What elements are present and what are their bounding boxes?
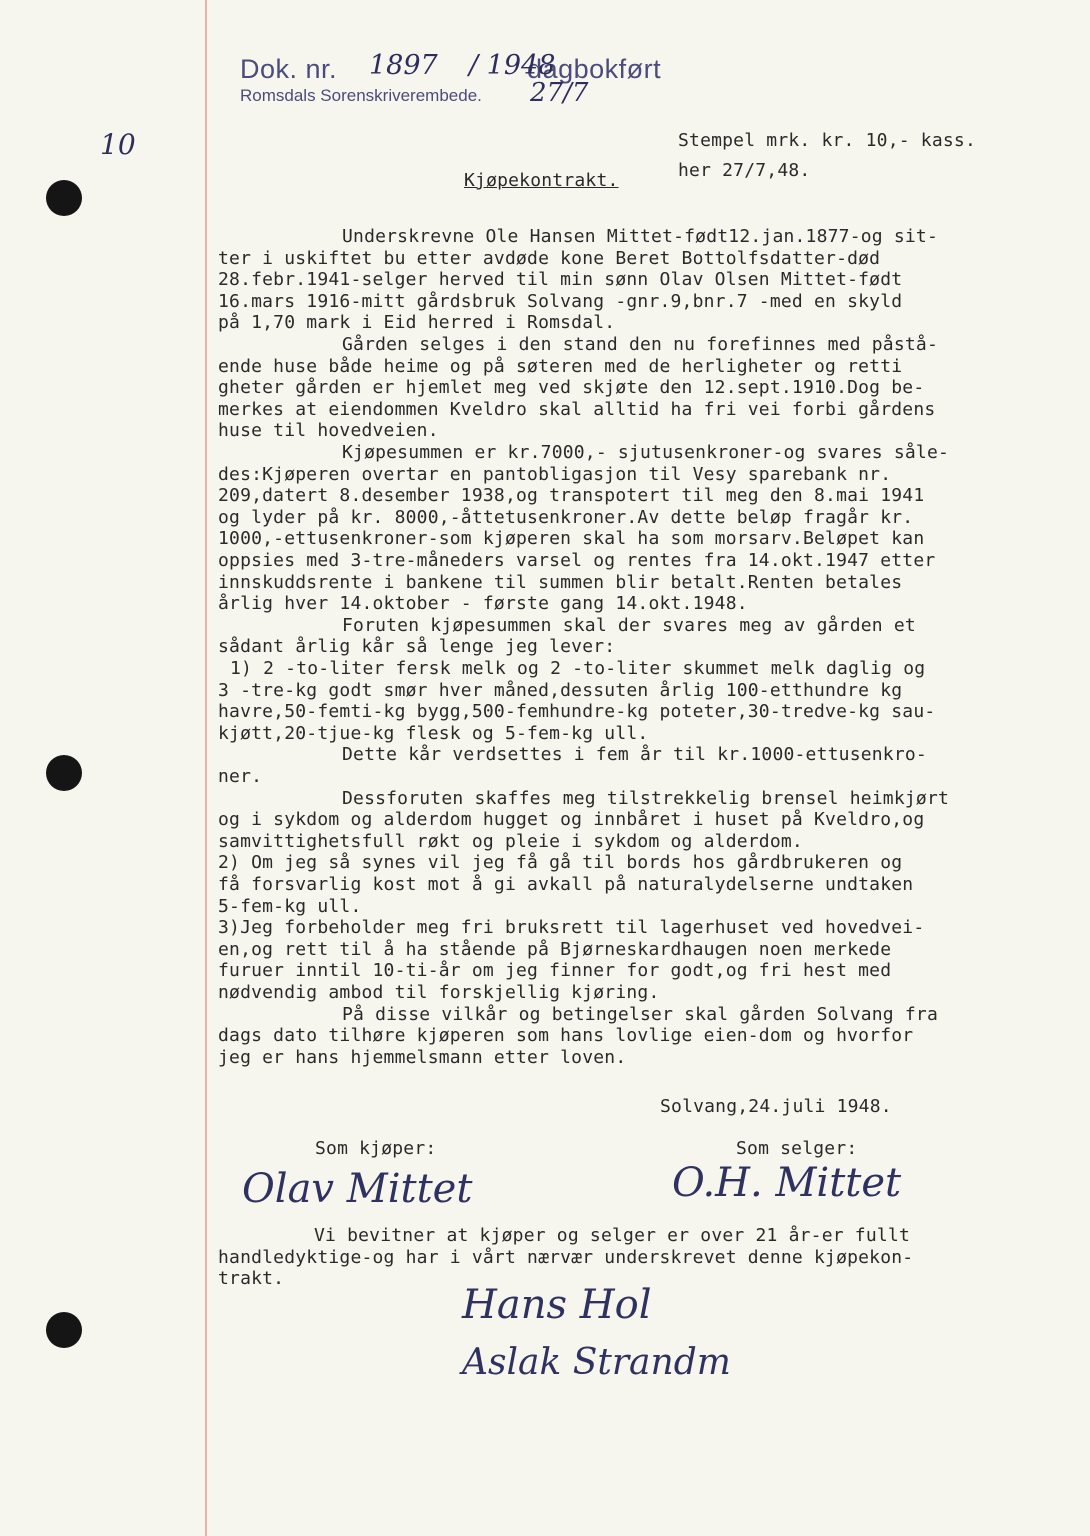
doc-number: 1897 — [369, 50, 438, 81]
body-line: 1) 2 -to-liter fersk melk og 2 -to-liter skummet melk daglig og — [230, 658, 926, 679]
body-line: på 1,70 mark i Eid herred i Romsdal. — [218, 312, 616, 334]
witness-line: trakt. — [218, 1268, 285, 1290]
body-line: årlig hver 14.oktober - første gang 14.okt.1948. — [218, 593, 748, 615]
punch-hole — [46, 180, 82, 216]
body-line: innskuddsrente i bankene til summen blir betalt.Renten betales — [218, 571, 903, 593]
seller-signature: O.H. Mittet — [672, 1160, 902, 1206]
punch-hole — [46, 1312, 82, 1348]
seller-label: Som selger: — [736, 1138, 858, 1159]
registration-stamp — [240, 54, 661, 85]
body-line: 28.febr.1941-selger herved til min sønn Olav Olsen Mittet-født — [218, 269, 903, 291]
body-line: Underskrevne Ole Hansen Mittet-født12.jan.1877-og sit- — [342, 226, 938, 247]
body-line: dags dato tilhøre kjøperen som hans lovlige eien-dom og hvorfor — [218, 1025, 914, 1047]
body-line: merkes at eiendommen Kveldro skal alltid ha fri vei forbi gårdens — [218, 398, 936, 420]
punch-hole — [46, 755, 82, 791]
margin-rule — [205, 0, 207, 1536]
place-date: Solvang,24.juli 1948. — [660, 1096, 892, 1117]
stamp-duty-line2: her 27/7,48. — [678, 160, 811, 181]
body-line: 5-fem-kg ull. — [218, 895, 362, 917]
body-line: 3 -tre-kg godt smør hver måned,dessuten årlig 100-etthundre kg — [218, 679, 903, 701]
witness-signature-2: Aslak Strandm — [462, 1342, 731, 1383]
buyer-label: Som kjøper: — [315, 1138, 437, 1159]
body-line: oppsies med 3-tre-måneders varsel og rentes fra 14.okt.1947 etter — [218, 550, 936, 571]
witness-line: handledyktige-og har i vårt nærvær underskrevet denne kjøpekon- — [218, 1246, 914, 1268]
body-line: få forsvarlig kost mot å gi avkall på naturalydelserne undtaken — [218, 874, 914, 895]
body-line: sådant årlig kår så lenge jeg lever: — [218, 636, 616, 658]
body-line: og lyder på kr. 8000,-åttetusenkroner.Av dette beløp fragår kr. — [218, 506, 914, 528]
stamp-prefix: Dok. nr. — [240, 54, 338, 84]
body-line: og i sykdom og alderdom hugget og innbåret i huset på Kveldro,og — [218, 809, 925, 831]
body-line: Dette kår verdsettes i fem år til kr.1000-ettusenkro- — [342, 744, 927, 766]
body-line: 16.mars 1916-mitt gårdsbruk Solvang -gnr.9,bnr.7 -med en skyld — [218, 290, 903, 312]
body-line: På disse vilkår og betingelser skal gården Solvang fra — [342, 1003, 938, 1025]
stamp-suffix: dagbokført — [527, 54, 662, 84]
body-line: Dessforuten skaffes meg tilstrekkelig brensel heimkjørt — [342, 787, 950, 809]
body-line: gheter gården er hjemlet meg ved skjøte den 12.sept.1910.Dog be- — [218, 377, 925, 399]
stamp-duty-line1: Stempel mrk. kr. 10,- kass. — [678, 130, 976, 151]
body-line: Kjøpesummen er kr.7000,- sjutusenkroner-og svares såle- — [342, 442, 950, 463]
body-line: des:Kjøperen overtar en pantobligasjon til Vesy sparebank nr. — [218, 463, 892, 485]
stamp-date: 27/7 — [530, 78, 589, 108]
body-line: havre,50-femti-kg bygg,500-femhundre-kg poteter,30-tredve-kg sau- — [218, 701, 936, 723]
doc-year: / 1948 — [469, 50, 556, 81]
body-line: kjøtt,20-tjue-kg flesk og 5-fem-kg ull. — [218, 722, 649, 744]
body-line: Gården selges i den stand den nu forefinnes med påstå- — [342, 334, 938, 355]
body-line: ner. — [218, 766, 263, 787]
body-line: ende huse både heime og på søteren med de herligheter og retti — [218, 355, 903, 377]
body-line: furuer inntil 10-ti-år om jeg finner for godt,og fri hest med — [218, 960, 892, 982]
document-title: Kjøpekontrakt. — [464, 170, 619, 191]
body-line: jeg er hans hjemmelsmann etter loven. — [218, 1046, 627, 1068]
witness-signature-1: Hans Hol — [462, 1282, 652, 1328]
body-line: 3)Jeg forbeholder meg fri bruksrett til lagerhuset ved hovedvei- — [218, 917, 925, 939]
body-line: 2) Om jeg så synes vil jeg få gå til bords hos gårdbrukeren og — [218, 852, 903, 874]
body-line: 209,datert 8.desember 1938,og transpotert til meg den 8.mai 1941 — [218, 485, 925, 507]
stamp-office: Romsdals Sorenskriverembede. — [240, 86, 482, 105]
body-line: Foruten kjøpesummen skal der svares meg av gården et — [342, 614, 916, 636]
margin-number: 10 — [100, 128, 136, 161]
body-line: huse til hovedveien. — [218, 420, 439, 442]
body-line: nødvendig ambod til forskjellig kjøring. — [218, 982, 660, 1003]
buyer-signature: Olav Mittet — [242, 1166, 473, 1212]
body-line: 1000,-ettusenkroner-som kjøperen skal ha som morsarv.Beløpet kan — [218, 528, 925, 550]
body-line: ter i uskiftet bu etter avdøde kone Beret Bottolfsdatter-død — [218, 247, 881, 269]
body-line: samvittighetsfull røkt og pleie i sykdom og alderdom. — [218, 830, 803, 852]
body-line: en,og rett til å ha stående på Bjørneskardhaugen noen merkede — [218, 938, 892, 960]
witness-line: Vi bevitner at kjøper og selger er over 21 år-er fullt — [314, 1225, 910, 1246]
